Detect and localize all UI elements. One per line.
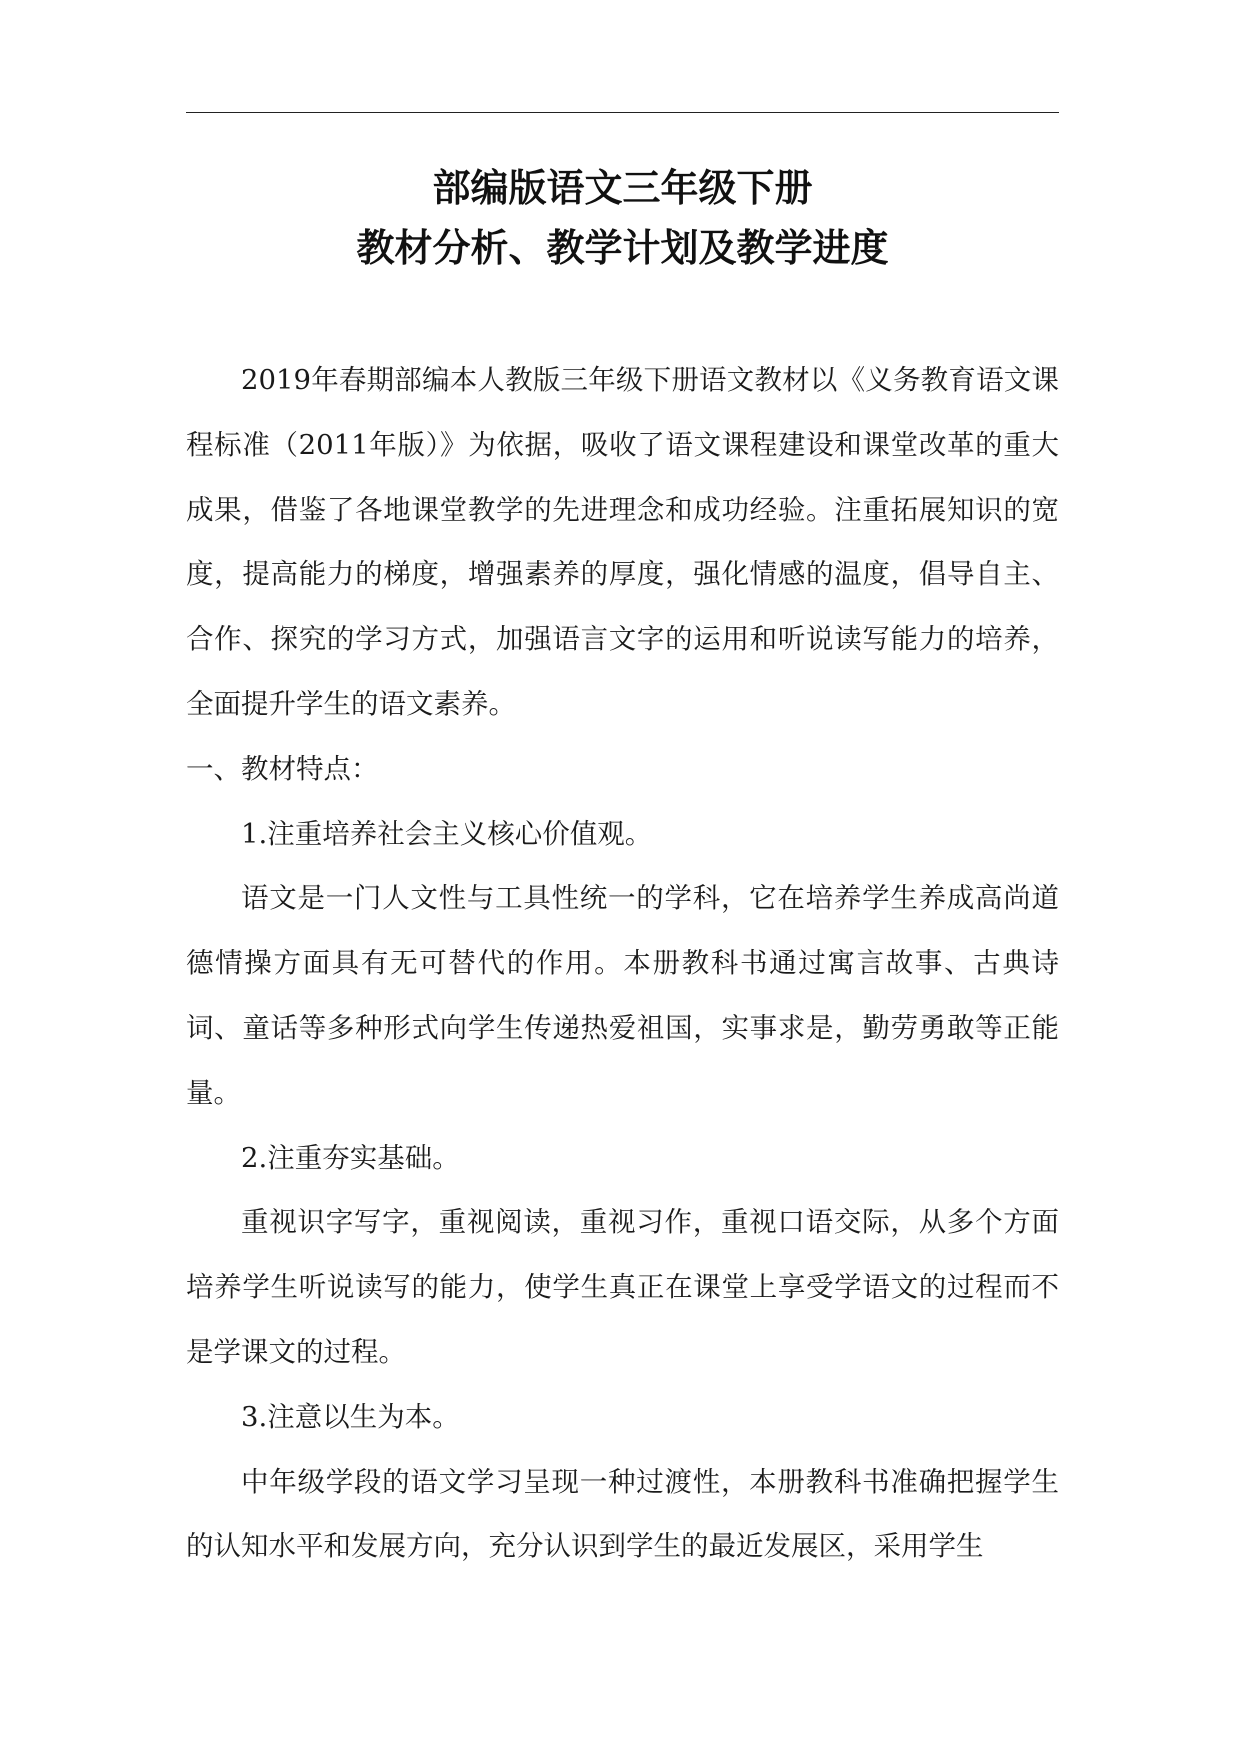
point-1-title: 1.注重培养社会主义核心价值观。 [241, 817, 653, 850]
point-3-body: 中年级学段的语文学习呈现一种过渡性，本册教科书准确把握学生的认知水平和发展方向，充分认识到学生的最近发展区，采用学生 [186, 1465, 1059, 1563]
point-2-body: 重视识字写字，重视阅读，重视习作，重视口语交际，从多个方面培养学生听说读写的能力，使学生真正在课堂上享受学语文的过程而不是学课文的过程。 [186, 1206, 1059, 1368]
point-1-body: 语文是一门人文性与工具性统一的学科，它在培养学生养成高尚道德情操方面具有无可替代的作用。本册教科书通过寓言故事、古典诗词、童话等多种形式向学生传递热爱祖国，实事求是，勤劳勇敢等正能量。 [186, 882, 1059, 1109]
point-2-title: 2.注重夯实基础。 [241, 1141, 460, 1174]
title-line-2: 教材分析、教学计划及教学进度 [356, 226, 889, 270]
header-rule [186, 112, 1059, 113]
document-title [186, 158, 1059, 278]
point-3-title: 3.注意以生为本。 [241, 1400, 460, 1433]
intro-paragraph: 2019年春期部编本人教版三年级下册语文教材以《义务教育语文课程标准（2011年版）》为依据，吸收了语文课程建设和课堂改革的重大成果，借鉴了各地课堂教学的先进理念和成功经验。注重拓展知识的宽度，提高能力的梯度，增强素养的厚度，强化情感的温度，倡导自主、合作、探究的学习方式，加强语言文字的运用和听说读写能力的培养，全面提升学生的语文素养。 [186, 364, 1059, 720]
document-body [186, 348, 1059, 1579]
section-heading: 一、教材特点： [186, 752, 379, 785]
title-line-1: 部编版语文三年级下册 [432, 166, 813, 210]
